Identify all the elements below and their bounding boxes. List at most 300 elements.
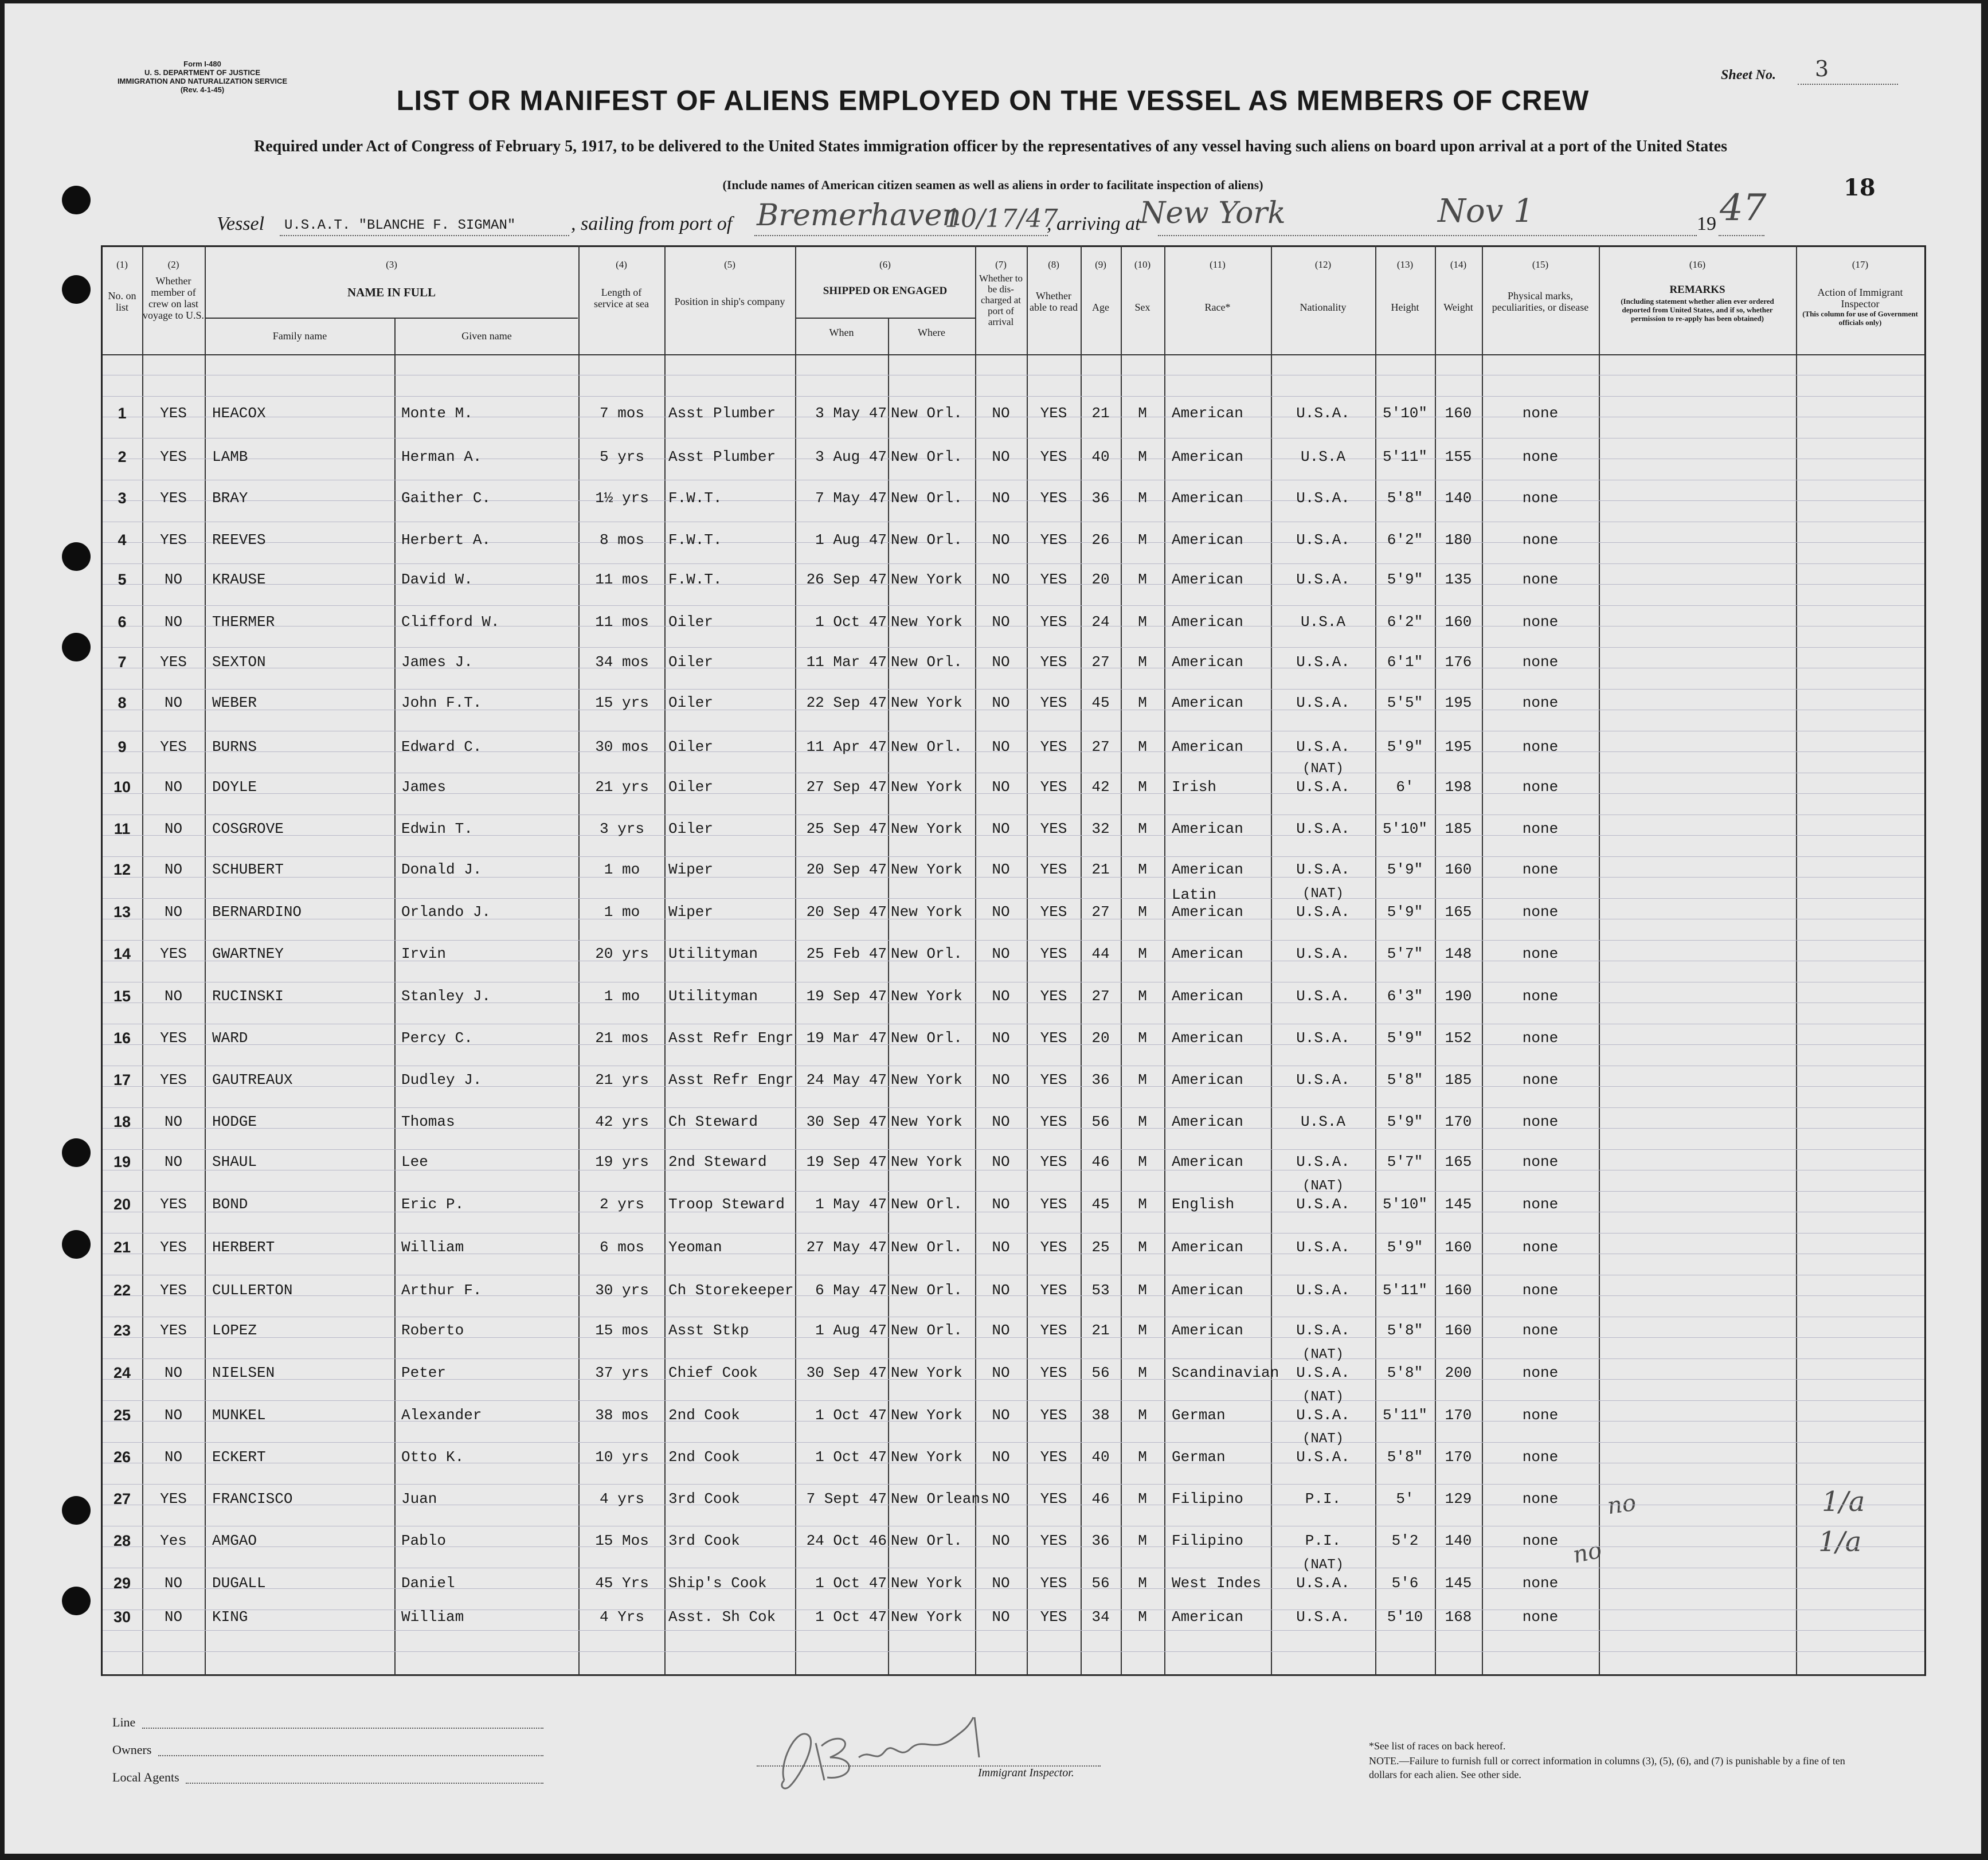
cell-marks: none (1522, 490, 1559, 507)
cell-weight: 160 (1445, 613, 1472, 631)
cell-age: 36 (1091, 1071, 1110, 1088)
cell-prev: YES (160, 1196, 187, 1213)
inspector-label: Immigrant Inspector. (978, 1767, 1074, 1779)
cell-service: 10 yrs (595, 1448, 649, 1466)
cell-where: New Orl. (891, 653, 962, 671)
col1-header: No. on list (108, 290, 136, 313)
cell-nationality: U.S.A. (1296, 861, 1350, 878)
cell-prev: YES (160, 1490, 187, 1507)
cell-no: 6 (118, 613, 127, 631)
cell-age: 34 (1091, 1608, 1110, 1626)
cell-age: 46 (1091, 1153, 1110, 1170)
cell-position: Asst Refr Engr (668, 1029, 794, 1047)
sailing-port-line (754, 235, 1048, 236)
cell-weight: 165 (1445, 1153, 1472, 1170)
cell-when: 1 Oct 47 (815, 1575, 887, 1592)
cell-nationality: U.S.A. (1296, 1196, 1350, 1213)
cell-family: GAUTREAUX (212, 1071, 293, 1088)
cell-age: 46 (1091, 1490, 1110, 1507)
cell-weight: 200 (1445, 1364, 1472, 1381)
cell-given: Roberto (401, 1322, 464, 1339)
cell-service: 30 yrs (595, 1282, 649, 1299)
cell-discharged: NO (992, 903, 1010, 921)
cell-service: 3 yrs (599, 820, 644, 837)
cell-discharged: NO (992, 1532, 1010, 1549)
ruled-line (103, 563, 1924, 564)
cell-age: 40 (1091, 448, 1110, 465)
cell-where: New Orl. (891, 1282, 962, 1299)
cell-nationality: U.S.A. (1296, 1153, 1350, 1170)
cell-where: New Orleans (891, 1490, 989, 1507)
cell-age: 40 (1091, 1448, 1110, 1466)
ruled-line (103, 1630, 1924, 1631)
cell-sex: M (1138, 1071, 1147, 1088)
cell-race: American (1172, 945, 1243, 962)
cell-read: YES (1040, 988, 1067, 1005)
cell-discharged: NO (992, 945, 1010, 962)
col6-header: SHIPPED OR ENGAGED (823, 285, 948, 297)
col9-number: (9) (1095, 259, 1106, 270)
cell-sex: M (1138, 778, 1147, 796)
cell-naturalized-mark: (NAT) (1302, 761, 1344, 777)
cell-no: 14 (113, 945, 131, 962)
cell-age: 20 (1091, 571, 1110, 588)
cell-weight: 165 (1445, 903, 1472, 921)
cell-no: 28 (113, 1532, 131, 1549)
cell-prev: Yes (160, 1532, 187, 1549)
owners-field (158, 1755, 543, 1756)
cell-marks: none (1522, 1071, 1559, 1088)
cell-discharged: NO (992, 1029, 1010, 1047)
cell-marks: none (1522, 1282, 1559, 1299)
cell-family: SHAUL (212, 1153, 257, 1170)
col7-header: Whether to be dis-charged at port of arrival (979, 273, 1023, 327)
cell-race: American (1172, 1608, 1243, 1626)
cell-given: Orlando J. (401, 903, 491, 921)
cell-discharged: NO (992, 1071, 1010, 1088)
cell-weight: 190 (1445, 988, 1472, 1005)
cell-age: 36 (1091, 490, 1110, 507)
ruled-line (103, 689, 1924, 690)
cell-prev: YES (160, 1071, 187, 1088)
cell-height: 6' (1396, 778, 1414, 796)
cell-naturalized-mark: (NAT) (1302, 1557, 1344, 1573)
cell-height: 5'7" (1387, 945, 1423, 962)
cell-service: 5 yrs (599, 448, 644, 465)
cell-read: YES (1040, 1448, 1067, 1466)
page-title: LIST OR MANIFEST OF ALIENS EMPLOYED ON THE VESSEL AS MEMBERS OF CREW (396, 85, 1590, 116)
cell-position: Asst. Sh Cok (668, 1608, 776, 1626)
cell-given: Edward C. (401, 738, 482, 755)
cell-age: 45 (1091, 1196, 1110, 1213)
cell-nationality: U.S.A. (1296, 820, 1350, 837)
cell-prev: YES (160, 405, 187, 422)
cell-family: GWARTNEY (212, 945, 284, 962)
cell-discharged: NO (992, 405, 1010, 422)
col16-subheader: (Including statement whether alien ever ordered deported from United States, and if so, whether permission to re-apply has been obtained) (1621, 297, 1774, 323)
cell-weight: 152 (1445, 1029, 1472, 1047)
cell-height: 5'11" (1382, 1407, 1427, 1424)
cell-weight: 160 (1445, 405, 1472, 422)
col6-when-header: When (829, 327, 854, 338)
cell-weight: 185 (1445, 820, 1472, 837)
cell-service: 1 mo (604, 988, 640, 1005)
cell-weight: 168 (1445, 1608, 1472, 1626)
cell-height: 5'9" (1387, 571, 1423, 588)
cell-given: Edwin T. (401, 820, 473, 837)
cell-discharged: NO (992, 1608, 1010, 1626)
sailing-port: Bremerhaven (757, 198, 961, 233)
cell-given: Thomas (401, 1113, 455, 1130)
col4-number: (4) (616, 259, 627, 270)
vessel-name: U.S.A.T. "BLANCHE F. SIGMAN" (284, 218, 516, 233)
cell-position: Ch Storekeeper (668, 1282, 794, 1299)
cell-where: New York (891, 1407, 962, 1424)
cell-sex: M (1138, 1490, 1147, 1507)
cell-read: YES (1040, 1532, 1067, 1549)
cell-marks: none (1522, 738, 1559, 755)
col3-header: NAME IN FULL (347, 285, 436, 299)
col7-number: (7) (995, 259, 1007, 270)
col17-header: Action of Immigrant Inspector (1817, 287, 1903, 310)
cell-prev: NO (164, 988, 183, 1005)
cell-age: 36 (1091, 1532, 1110, 1549)
cell-read: YES (1040, 861, 1067, 878)
cell-given: David W. (401, 571, 473, 588)
cell-position: F.W.T. (668, 490, 722, 507)
cell-prev: NO (164, 861, 183, 878)
cell-given: Lee (401, 1153, 428, 1170)
cell-read: YES (1040, 1322, 1067, 1339)
cell-family: BERNARDINO (212, 903, 302, 921)
cell-where: New Orl. (891, 1322, 962, 1339)
col11-header: Race* (1204, 301, 1231, 313)
cell-age: 21 (1091, 861, 1110, 878)
cell-marks: none (1522, 405, 1559, 422)
cell-position: Utilityman (668, 945, 758, 962)
cell-where: New York (891, 694, 962, 711)
cell-given: Peter (401, 1364, 447, 1381)
cell-family: HEACOX (212, 405, 266, 422)
cell-age: 42 (1091, 778, 1110, 796)
cell-family: ECKERT (212, 1448, 266, 1466)
cell-position: 2nd Cook (668, 1448, 740, 1466)
cell-service: 20 yrs (595, 945, 649, 962)
cell-prev: YES (160, 1322, 187, 1339)
cell-given: William (401, 1608, 464, 1626)
line-field (142, 1728, 543, 1729)
cell-family: AMGAO (212, 1532, 257, 1549)
cell-position: Utilityman (668, 988, 758, 1005)
cell-height: 5'10" (1382, 405, 1427, 422)
cell-when: 20 Sep 47 (806, 861, 887, 878)
cell-no: 13 (113, 903, 131, 921)
cell-age: 56 (1091, 1113, 1110, 1130)
cell-age: 21 (1091, 405, 1110, 422)
col10-header: Sex (1134, 301, 1150, 313)
cell-age: 56 (1091, 1364, 1110, 1381)
cell-height: 5'5" (1387, 694, 1423, 711)
cell-race: German (1172, 1407, 1226, 1424)
cell-where: New York (891, 1071, 962, 1088)
cell-prev: NO (164, 903, 183, 921)
col13-number: (13) (1396, 259, 1414, 270)
cell-race: American (1172, 1029, 1243, 1047)
cell-read: YES (1040, 1239, 1067, 1256)
cell-prev: YES (160, 738, 187, 755)
sheet-number: 3 (1815, 56, 1829, 81)
cell-marks: none (1522, 1322, 1559, 1339)
cell-sex: M (1138, 653, 1147, 671)
cell-naturalized-mark: (NAT) (1302, 1347, 1344, 1362)
ruled-line (103, 647, 1924, 648)
cell-height: 5'9" (1387, 738, 1423, 755)
cell-family: MUNKEL (212, 1407, 266, 1424)
header-divider (103, 354, 1924, 355)
sheet-number-label: Sheet No. (1721, 68, 1776, 83)
cell-marks: none (1522, 988, 1559, 1005)
cell-where: New Orl. (891, 1029, 962, 1047)
cell-where: New York (891, 1153, 962, 1170)
cell-nationality: U.S.A (1300, 1113, 1345, 1130)
cell-service: 19 yrs (595, 1153, 649, 1170)
cell-sex: M (1138, 1153, 1147, 1170)
cell-weight: 160 (1445, 1282, 1472, 1299)
cell-read: YES (1040, 1113, 1067, 1130)
cell-service: 1 mo (604, 903, 640, 921)
cell-position: 3rd Cook (668, 1490, 740, 1507)
cell-race: American (1172, 653, 1243, 671)
cell-service: 6 mos (599, 1239, 644, 1256)
cell-height: 5'6 (1391, 1575, 1419, 1592)
cell-age: 27 (1091, 988, 1110, 1005)
form-revision: (Rev. 4-1-45) (180, 85, 225, 94)
cell-race: American (1172, 861, 1243, 878)
cell-weight: 160 (1445, 1322, 1472, 1339)
cell-nationality: U.S.A (1300, 448, 1345, 465)
cell-given: Monte M. (401, 405, 473, 422)
cell-marks: none (1522, 1239, 1559, 1256)
cell-read: YES (1040, 613, 1067, 631)
cell-height: 5'10" (1382, 820, 1427, 837)
ruled-line (103, 1400, 1924, 1401)
cell-where: New York (891, 988, 962, 1005)
cell-when: 1 Aug 47 (815, 1322, 887, 1339)
cell-where: New York (891, 1448, 962, 1466)
service-name: IMMIGRATION AND NATURALIZATION SERVICE (117, 77, 288, 85)
cell-discharged: NO (992, 1407, 1010, 1424)
cell-given: Daniel (401, 1575, 455, 1592)
cell-read: YES (1040, 531, 1067, 549)
cell-position: Oiler (668, 653, 714, 671)
cell-discharged: NO (992, 1196, 1010, 1213)
cell-sex: M (1138, 945, 1147, 962)
cell-age: 32 (1091, 820, 1110, 837)
cell-marks: none (1522, 1196, 1559, 1213)
cell-given: Alexander (401, 1407, 482, 1424)
cell-discharged: NO (992, 1490, 1010, 1507)
cell-when: 25 Sep 47 (806, 820, 887, 837)
cell-race: American (1172, 571, 1243, 588)
cell-position: Ch Steward (668, 1113, 758, 1130)
cell-prev: NO (164, 1448, 183, 1466)
arriving-label: , arriving at (1047, 213, 1141, 234)
col17-number: (17) (1852, 259, 1869, 270)
cell-family: SEXTON (212, 653, 266, 671)
cell-naturalized-mark: (NAT) (1302, 886, 1344, 902)
cell-when: 25 Feb 47 (806, 945, 887, 962)
cell-prev: NO (164, 1575, 183, 1592)
cell-read: YES (1040, 738, 1067, 755)
ruled-line (103, 1358, 1924, 1359)
cell-read: YES (1040, 490, 1067, 507)
cell-nationality: U.S.A. (1296, 531, 1350, 549)
col8-number: (8) (1048, 259, 1059, 270)
stamped-number: 18 (1844, 174, 1876, 201)
cell-given: William (401, 1239, 464, 1256)
cell-when: 24 May 47 (806, 1071, 887, 1088)
table-bottom (103, 1675, 1924, 1676)
cell-weight: 180 (1445, 531, 1472, 549)
cell-race: Latin American (1172, 886, 1243, 921)
cell-age: 45 (1091, 694, 1110, 711)
cell-height: 5'9" (1387, 1239, 1423, 1256)
cell-weight: 160 (1445, 861, 1472, 878)
cell-weight: 140 (1445, 490, 1472, 507)
cell-where: New Orl. (891, 448, 962, 465)
cell-position: 2nd Cook (668, 1407, 740, 1424)
cell-discharged: NO (992, 613, 1010, 631)
cell-weight: 185 (1445, 1071, 1472, 1088)
cell-weight: 148 (1445, 945, 1472, 962)
cell-race: Filipino (1172, 1532, 1243, 1549)
cell-where: New York (891, 571, 962, 588)
cell-service: 2 yrs (599, 1196, 644, 1213)
cell-age: 25 (1091, 1239, 1110, 1256)
cell-race: Filipino (1172, 1490, 1243, 1507)
col12-number: (12) (1314, 259, 1332, 270)
cell-sex: M (1138, 738, 1147, 755)
cell-when: 19 Sep 47 (806, 1153, 887, 1170)
cell-height: 5'8" (1387, 1071, 1423, 1088)
cell-height: 6'2" (1387, 613, 1423, 631)
cell-discharged: NO (992, 1113, 1010, 1130)
cell-position: 3rd Cook (668, 1532, 740, 1549)
cell-sex: M (1138, 1239, 1147, 1256)
cell-weight: 176 (1445, 653, 1472, 671)
cell-no: 24 (113, 1364, 131, 1381)
col8-header: Whether able to read (1030, 290, 1078, 313)
cell-where: New York (891, 1608, 962, 1626)
cell-sex: M (1138, 1029, 1147, 1047)
cell-service: 21 yrs (595, 778, 649, 796)
cell-sex: M (1138, 1575, 1147, 1592)
cell-height: 5'11" (1382, 448, 1427, 465)
cell-family: SCHUBERT (212, 861, 284, 878)
cell-sex: M (1138, 1608, 1147, 1626)
col5-number: (5) (724, 259, 735, 270)
cell-sex: M (1138, 903, 1147, 921)
cell-when: 20 Sep 47 (806, 903, 887, 921)
cell-sex: M (1138, 1532, 1147, 1549)
cell-marks: none (1522, 653, 1559, 671)
cell-marks: none (1522, 820, 1559, 837)
cell-race: German (1172, 1448, 1226, 1466)
cell-service: 30 mos (595, 738, 649, 755)
cell-no: 10 (113, 778, 131, 796)
cell-race: American (1172, 613, 1243, 631)
cell-sex: M (1138, 405, 1147, 422)
cell-where: New Orl. (891, 1532, 962, 1549)
cell-marks: none (1522, 861, 1559, 878)
cell-marks: none (1522, 1029, 1559, 1047)
cell-marks: none (1522, 448, 1559, 465)
cell-given: Irvin (401, 945, 447, 962)
cell-read: YES (1040, 1282, 1067, 1299)
cell-nationality: U.S.A. (1296, 694, 1350, 711)
cell-sex: M (1138, 571, 1147, 588)
col3-number: (3) (386, 259, 397, 270)
cell-marks: none (1522, 1407, 1559, 1424)
cell-family: CULLERTON (212, 1282, 293, 1299)
cell-when: 6 May 47 (815, 1282, 887, 1299)
ruled-line (103, 1191, 1924, 1192)
cell-prev: NO (164, 1608, 183, 1626)
arrival-port: New York (1140, 196, 1286, 230)
cell-marks: none (1522, 531, 1559, 549)
cell-service: 37 yrs (595, 1364, 649, 1381)
cell-service: 4 Yrs (599, 1608, 644, 1626)
cell-position: Asst Stkp (668, 1322, 749, 1339)
cell-no: 22 (113, 1282, 131, 1299)
sailing-label: , sailing from port of (571, 213, 733, 234)
cell-when: 1 Aug 47 (815, 531, 887, 549)
cell-read: YES (1040, 1490, 1067, 1507)
cell-nationality: U.S.A (1300, 613, 1345, 631)
ruled-line (103, 1484, 1924, 1485)
cell-discharged: NO (992, 694, 1010, 711)
cell-family: BRAY (212, 490, 248, 507)
cell-when: 1 Oct 47 (815, 613, 887, 631)
vessel-label: Vessel (217, 213, 265, 234)
cell-race: West Indes (1172, 1575, 1262, 1592)
cell-family: HODGE (212, 1113, 257, 1130)
cell-read: YES (1040, 448, 1067, 465)
cell-no: 2 (118, 448, 127, 465)
cell-nationality: U.S.A. (1296, 903, 1350, 921)
col3-family-header: Family name (272, 330, 327, 342)
cell-read: YES (1040, 945, 1067, 962)
cell-no: 11 (114, 820, 131, 837)
cell-age: 27 (1091, 653, 1110, 671)
cell-position: Oiler (668, 778, 714, 796)
cell-weight: 155 (1445, 448, 1472, 465)
cell-weight: 198 (1445, 778, 1472, 796)
cell-marks: none (1522, 1575, 1559, 1592)
cell-weight: 135 (1445, 571, 1472, 588)
cell-nationality: U.S.A. (1296, 490, 1350, 507)
cell-position: F.W.T. (668, 571, 722, 588)
cell-given: John F.T. (401, 694, 482, 711)
cell-where: New Orl. (891, 1196, 962, 1213)
cell-position: Ship's Cook (668, 1575, 767, 1592)
cell-nationality: U.S.A. (1296, 1282, 1350, 1299)
col13-header: Height (1391, 301, 1419, 313)
department: U. S. DEPARTMENT OF JUSTICE (144, 68, 260, 77)
cell-no: 26 (113, 1448, 131, 1466)
cell-no: 21 (113, 1239, 131, 1256)
cell-position: Wiper (668, 903, 714, 921)
